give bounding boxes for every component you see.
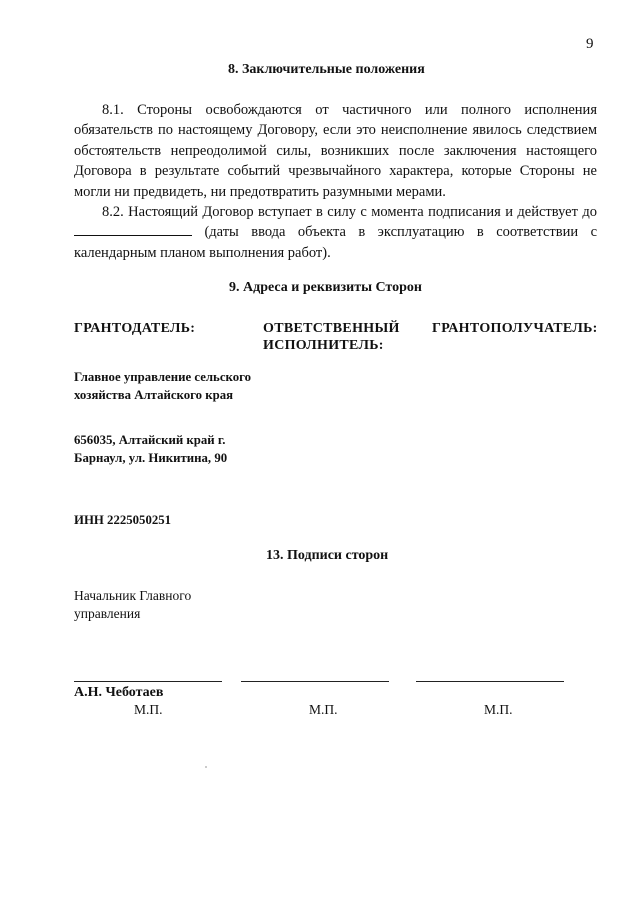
grantor-organization: Главное управление сельского хозяйства Алтайского края	[74, 370, 251, 402]
date-blank-line	[74, 222, 192, 236]
stamp-place-grantor: М.П.	[134, 702, 163, 717]
grantor-label: ГРАНТОДАТЕЛЬ:	[74, 321, 196, 336]
section-8-body	[74, 100, 597, 263]
stamp-place-executor: М.П.	[309, 702, 338, 717]
scan-speck	[205, 766, 207, 768]
section-13-title: 13. Подписи сторон	[266, 548, 389, 563]
signature-line-grantor	[74, 681, 222, 682]
grantor-inn: ИНН 2225050251	[74, 513, 172, 527]
executor-label: ОТВЕТСТВЕННЫЙ ИСПОЛНИТЕЛЬ:	[263, 321, 400, 353]
grantee-label: ГРАНТОПОЛУЧАТЕЛЬ:	[432, 321, 598, 336]
stamp-place-grantee: М.П.	[484, 702, 513, 717]
clause-8-2-start: 8.2. Настоящий Договор вступает в силу с момента подписания и действует до	[102, 204, 597, 221]
clause-8-2-end: (даты ввода объекта в эксплуатацию в соответствии с календарным планом выполнения работ).	[74, 224, 598, 261]
signature-line-executor	[241, 681, 389, 682]
grantor-address: 656035, Алтайский край г. Барнаул, ул. Никитина, 90	[74, 433, 228, 465]
clause-8-1: 8.1. Стороны освобождаются от частичного или полного исполнения обязательств по настоящему Договору, если это неисполнение явилось следствием обстоятельств непреодолимой силы, возникших после заключения настоящего Договора в результате событий чрезвычайного характера, которые Стороны не могли ни предвидеть, ни предотвратить разумными мерами.	[74, 102, 597, 200]
section-8-title: 8. Заключительные положения	[228, 62, 425, 77]
clause-8-2	[74, 202, 597, 263]
signature-line-grantee	[416, 681, 564, 682]
section-9-title: 9. Адреса и реквизиты Сторон	[229, 280, 422, 295]
signer-name: А.Н. Чеботаев	[74, 685, 164, 700]
signer-position: Начальник Главного управления	[74, 588, 192, 621]
page-number: 9	[586, 36, 594, 52]
